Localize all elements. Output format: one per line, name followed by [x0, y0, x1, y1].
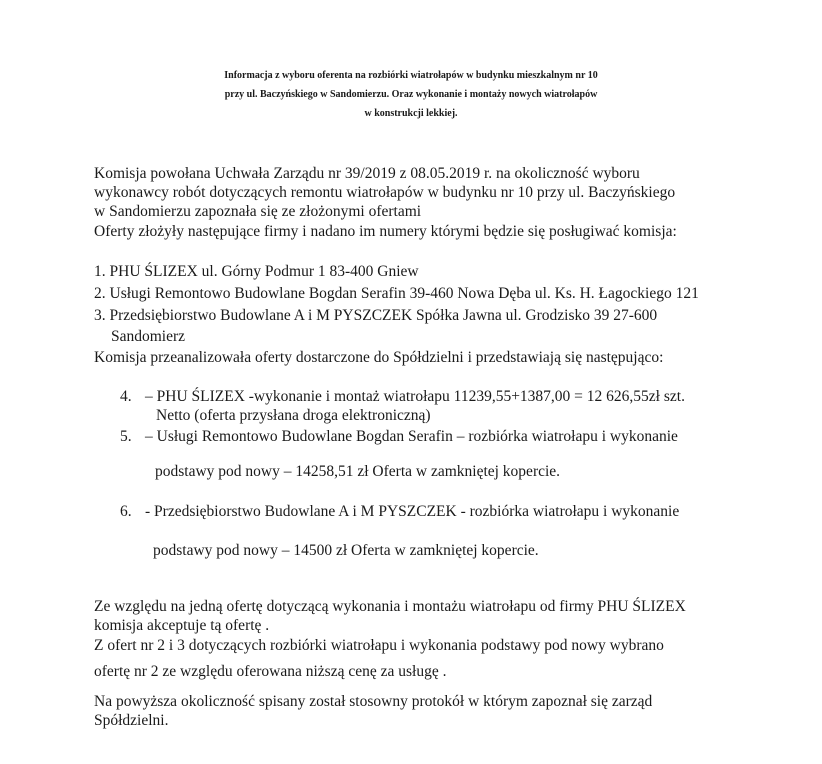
offer-line: Netto (oferta przysłana droga elektroniczną) — [156, 407, 431, 424]
document-title — [0, 66, 822, 123]
firm-item-continuation: Sandomierz — [111, 328, 186, 345]
title-line: w konstrukcji lekkiej. — [364, 108, 458, 119]
offer-line: – PHU ŚLIZEX -wykonanie i montaż wiatrołapu 11239,55+1387,00 = 12 626,55zł szt. — [145, 388, 685, 405]
title-line: przy ul. Baczyńskiego w Sandomierzu. Oraz wykonanie i montaży nowych wiatrołapów — [224, 89, 598, 100]
firm-item: 2. Usługi Remontowo Budowlane Bogdan Serafin 39-460 Nowa Dęba ul. Ks. H. Łagockiego 121 — [94, 285, 699, 302]
offer-line: podstawy pod nowy – 14258,51 zł Oferta w zamkniętej kopercie. — [155, 463, 561, 480]
conclusion-line: Ze względu na jedną ofertę dotyczącą wykonania i montażu wiatrołapu od firmy PHU ŚLIZEX — [94, 598, 686, 615]
analysis-line: Komisja przeanalizowała oferty dostarczone do Spółdzielni i przedstawiają się następująco: — [94, 349, 664, 366]
conclusion-line: komisja akceptuje tą ofertę . — [94, 617, 270, 634]
firm-item: 3. Przedsiębiorstwo Budowlane A i M PYSZCZEK Spółka Jawna ul. Grodzisko 39 27-600 — [94, 307, 658, 324]
firm-item: 1. PHU ŚLIZEX ul. Górny Podmur 1 83-400 Gniew — [94, 263, 419, 280]
offer-number: 4. — [120, 388, 132, 405]
offer-number: 5. — [120, 428, 132, 445]
offer-line: podstawy pod nowy – 14500 zł Oferta w zamkniętej kopercie. — [153, 542, 539, 559]
conclusion-line: Z ofert nr 2 i 3 dotyczących rozbiórki wiatrołapu i wykonania podstawy pod nowy wybrano — [94, 637, 664, 654]
conclusion-line: ofertę nr 2 ze względu oferowana niższą cenę za usługę . — [94, 663, 447, 680]
intro-line: wykonawcy robót dotyczących remontu wiatrołapów w budynku nr 10 przy ul. Baczyńskiego — [94, 184, 676, 201]
conclusion-line: Na powyższa okoliczność spisany został stosowny protokół w którym zapoznał się zarząd — [94, 693, 653, 710]
intro-line: Oferty złożyły następujące firmy i nadano im numery którymi będzie się posługiwać komisja: — [94, 223, 677, 240]
intro-line: w Sandomierzu zapoznała się ze złożonymi ofertami — [94, 203, 422, 220]
intro-line: Komisja powołana Uchwała Zarządu nr 39/2019 z 08.05.2019 r. na okoliczność wyboru — [94, 165, 640, 182]
title-line: Informacja z wyboru oferenta na rozbiórki wiatrołapów w budynku mieszkalnym nr 10 — [224, 70, 598, 81]
offer-number: 6. — [120, 503, 132, 520]
conclusion-line: Spółdzielni. — [94, 712, 169, 729]
offer-line: - Przedsiębiorstwo Budowlane A i M PYSZCZEK - rozbiórka wiatrołapu i wykonanie — [145, 503, 680, 520]
offer-line: – Usługi Remontowo Budowlane Bogdan Serafin – rozbiórka wiatrołapu i wykonanie — [145, 428, 678, 445]
